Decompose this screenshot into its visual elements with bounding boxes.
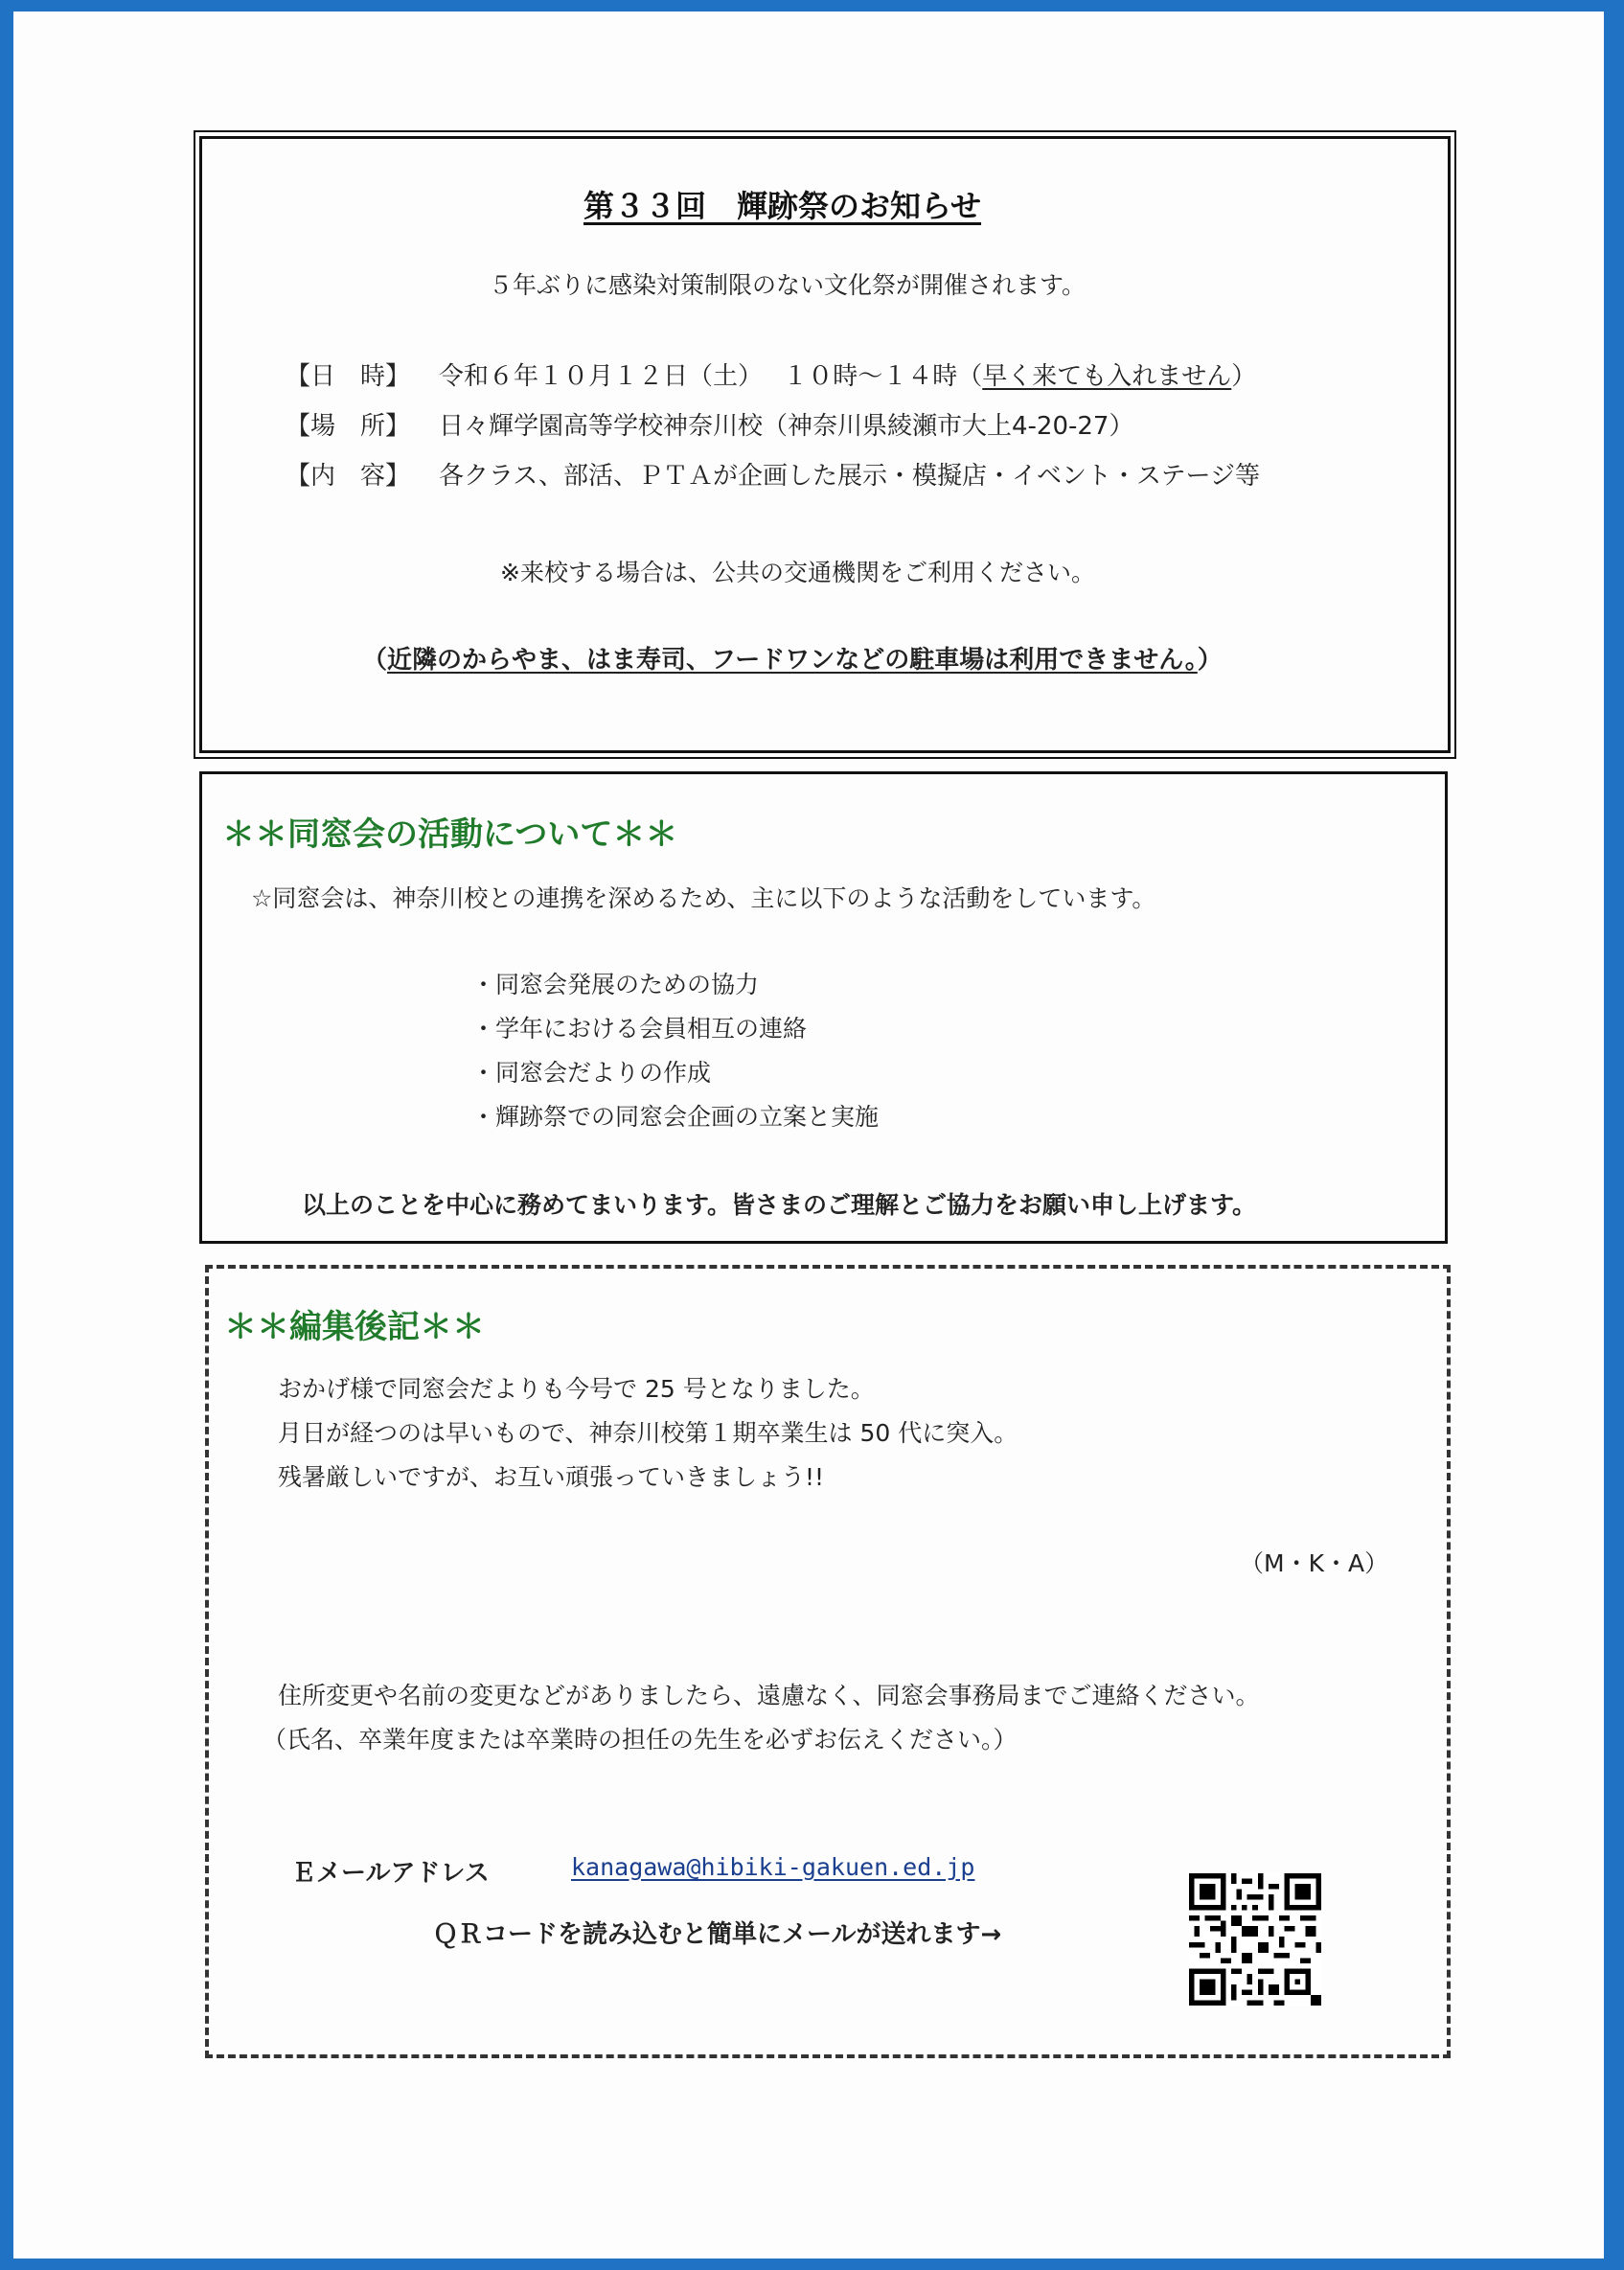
editor-line: 月日が経つのは早いもので、神奈川校第１期卒業生は 50 代に突入。: [278, 1419, 1018, 1447]
parking-note: [362, 640, 1223, 676]
content-label: 【内 容】: [286, 462, 411, 491]
contact-note: （氏名、卒業年度または卒業時の担任の先生を必ずお伝えください。）: [263, 1726, 1018, 1754]
parking-open-paren: （: [362, 646, 388, 675]
editor-line: 残暑厳しいですが、お互い頑張っていきましょう!!: [278, 1463, 825, 1491]
parking-close-paren: ）: [1197, 646, 1223, 675]
alumni-intro: ☆同窓会は、神奈川校との連携を深めるため、主に以下のような活動をしています。: [251, 884, 1156, 912]
content-value: 各クラス、部活、ＰＴＡが企画した展示・模擬店・イベント・ステージ等: [439, 462, 1260, 491]
alumni-heading: ＊＊同窓会の活動について＊＊: [222, 815, 678, 854]
editor-signature: （M・K・A）: [1240, 1549, 1389, 1577]
editor-heading: ＊＊編集後記＊＊: [224, 1308, 485, 1346]
festival-intro: ５年ぶりに感染対策制限のない文化祭が開催されます。: [489, 271, 1086, 299]
alumni-item: ・輝跡祭での同窓会企画の立案と実施: [471, 1103, 880, 1131]
date-label: 【日 時】: [286, 362, 411, 391]
alumni-item: ・同窓会発展のための協力: [471, 971, 760, 998]
alumni-closing: 以上のことを中心に務めてまいります。皆さまのご理解とご協力をお願い申し上げます。: [302, 1191, 1257, 1219]
qr-note: ＱＲコードを読み込むと簡単にメールが送れます→: [433, 1920, 1002, 1949]
place-value: 日々輝学園高等学校神奈川校（神奈川県綾瀬市大上4-20-27）: [439, 412, 1134, 441]
date-value: 令和６年１０月１２日（土） １０時～１４時（: [439, 362, 983, 391]
editor-line: おかげ様で同窓会だよりも今号で 25 号となりました。: [278, 1375, 875, 1403]
festival-title: 第３３回 輝跡祭のお知らせ: [583, 188, 982, 224]
place-row: [286, 406, 1133, 442]
content-row: [286, 456, 1260, 492]
contact-line: 住所変更や名前の変更などがありましたら、遠慮なく、同窓会事務局までご連絡ください。: [278, 1682, 1260, 1709]
date-row: [286, 356, 1256, 392]
place-label: 【場 所】: [286, 412, 411, 441]
date-tail: ）: [1231, 362, 1257, 391]
qr-code-icon[interactable]: [1189, 1873, 1321, 2006]
alumni-item: ・学年における会員相互の連絡: [471, 1015, 808, 1043]
transport-note: ※来校する場合は、公共の交通機関をご利用ください。: [500, 559, 1095, 586]
date-warning: 早く来ても入れません: [982, 362, 1232, 391]
email-label: Ｅメールアドレス: [291, 1859, 490, 1888]
email-link[interactable]: kanagawa@hibiki-gakuen.ed.jp: [571, 1853, 975, 1881]
parking-note-text: 近隣のからやま、はま寿司、フードワンなどの駐車場は利用できません。: [387, 646, 1198, 675]
alumni-item: ・同窓会だよりの作成: [471, 1059, 712, 1087]
